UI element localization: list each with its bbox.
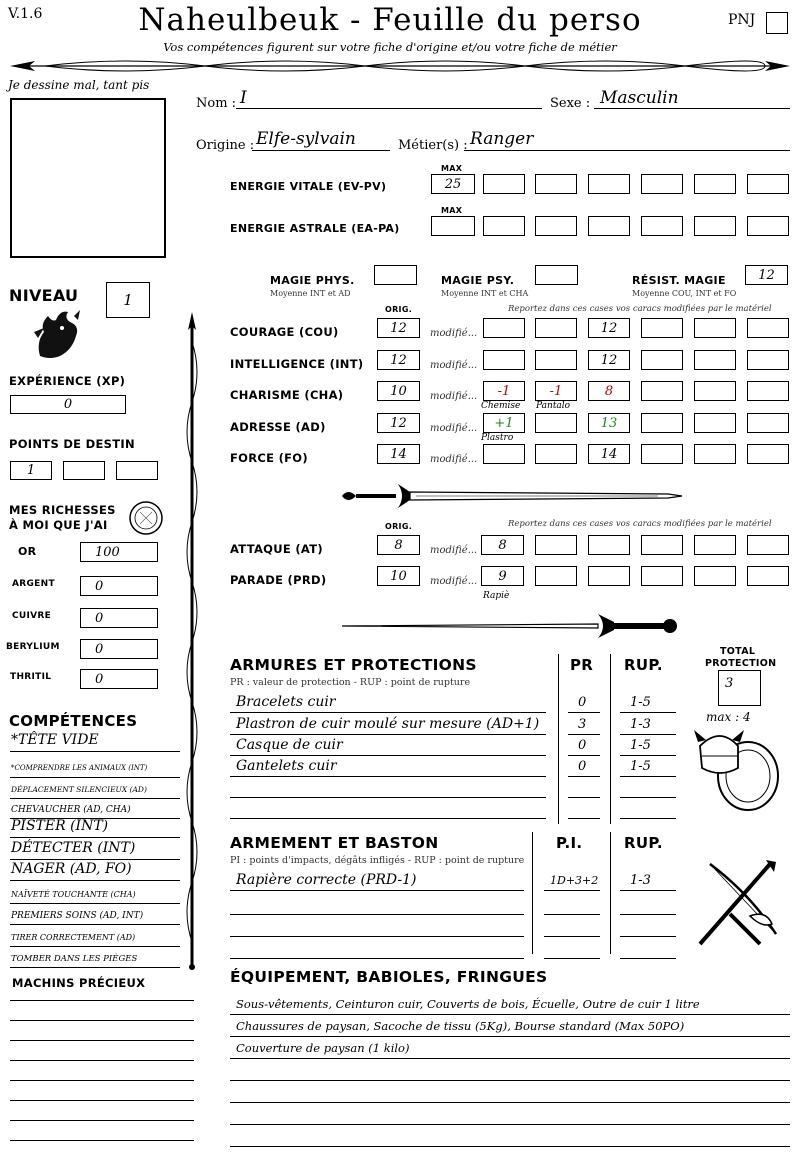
carac-modif-label: modifié... xyxy=(430,360,478,371)
berylium-value[interactable]: 0 xyxy=(80,639,158,659)
ev-max-label: MAX xyxy=(441,164,463,173)
competence-item[interactable]: TIRER CORRECTEMENT (AD) xyxy=(11,933,136,942)
competence-line xyxy=(10,837,180,838)
machins-line xyxy=(10,1000,194,1001)
carac-mod-2[interactable] xyxy=(535,444,577,464)
version-label: V.1.6 xyxy=(8,6,43,22)
carac-mod-4[interactable] xyxy=(641,444,683,464)
niveau-value[interactable]: 1 xyxy=(106,282,150,318)
parade-box-6[interactable] xyxy=(747,566,789,586)
carac-mod-2[interactable] xyxy=(535,350,577,370)
armures-title: ARMURES ET PROTECTIONS xyxy=(230,656,477,674)
carac-mod-5[interactable] xyxy=(694,350,736,370)
carac-orig[interactable]: 12 xyxy=(377,413,420,433)
sexe-label: Sexe : xyxy=(550,96,591,111)
armures-col-divider-1 xyxy=(558,654,559,824)
portrait-box[interactable] xyxy=(10,98,166,258)
ea-max-label: MAX xyxy=(441,206,463,215)
armure-rup-line xyxy=(620,712,676,713)
arme-rup-line xyxy=(620,936,676,937)
competence-item[interactable]: DÉPLACEMENT SILENCIEUX (AD) xyxy=(11,785,147,794)
equipement-line xyxy=(230,1058,790,1059)
carac-mod-note: Pantalo xyxy=(536,401,571,411)
niveau-label: NIVEAU xyxy=(9,286,79,305)
equipement-item[interactable]: Sous-vêtements, Ceinturon cuir, Couverts de bois, Écuelle, Outre de cuir 1 litre xyxy=(236,997,700,1011)
equipement-line xyxy=(230,1146,790,1147)
carac-mod-6[interactable] xyxy=(747,413,789,433)
sword-icon xyxy=(338,478,684,514)
competence-item[interactable]: PISTER (INT) xyxy=(11,818,109,834)
origine-line xyxy=(252,150,390,151)
carac-mod-1[interactable] xyxy=(483,444,525,464)
carac-mod-6[interactable] xyxy=(747,444,789,464)
nom-value[interactable]: I xyxy=(240,88,247,108)
carac-label: COURAGE (COU) xyxy=(230,325,339,339)
carac-mod-4[interactable] xyxy=(641,381,683,401)
ev-label: ENERGIE VITALE (EV-PV) xyxy=(230,180,387,193)
resist-magie-sub: Moyenne COU, INT et FO xyxy=(632,289,737,298)
berylium-label: BERYLIUM xyxy=(6,642,60,652)
carac-label: INTELLIGENCE (INT) xyxy=(230,357,364,371)
carac-mod-6[interactable] xyxy=(747,350,789,370)
armures-subtitle: PR : valeur de protection - RUP : point de rupture xyxy=(230,677,471,688)
armure-name-line xyxy=(230,734,546,735)
attaque-box-2[interactable] xyxy=(535,535,577,555)
armement-title: ARMEMENT ET BASTON xyxy=(230,834,439,852)
parade-orig[interactable]: 10 xyxy=(377,566,420,586)
ea-box-6[interactable] xyxy=(747,216,789,236)
metier-value[interactable]: Ranger xyxy=(470,129,534,149)
machins-line xyxy=(10,1100,194,1101)
armure-rup[interactable]: 1-5 xyxy=(630,738,651,753)
armure-pr[interactable]: 0 xyxy=(578,695,587,710)
machins-title: MACHINS PRÉCIEUX xyxy=(12,976,146,990)
parade-box-5[interactable] xyxy=(694,566,736,586)
carac-orig[interactable]: 12 xyxy=(377,350,420,370)
armure-name[interactable]: Plastron de cuir moulé sur mesure (AD+1) xyxy=(236,716,540,732)
carac-modif-label: modifié... xyxy=(430,423,478,434)
origine-label: Origine : xyxy=(196,138,255,153)
equipement-line xyxy=(230,1014,790,1015)
magie-phys-value[interactable] xyxy=(374,265,417,285)
total-protection-label-2: PROTECTION xyxy=(705,658,777,669)
caracs-orig-label: ORIG. xyxy=(385,305,413,314)
armement-col-divider-1 xyxy=(532,832,533,954)
machins-line xyxy=(10,1080,194,1081)
destin-box-3[interactable] xyxy=(116,461,158,480)
carac-mod-1[interactable]: +1 xyxy=(483,413,525,433)
ev-box-2[interactable] xyxy=(535,174,577,194)
ev-box-6[interactable] xyxy=(747,174,789,194)
armement-col-divider-2 xyxy=(610,832,611,954)
arme-pi-line xyxy=(544,890,600,891)
competence-line xyxy=(10,946,180,947)
page-subtitle: Vos compétences figurent sur votre fiche d'origine et/ou votre fiche de métier xyxy=(163,40,617,54)
ea-box-4[interactable] xyxy=(641,216,683,236)
cuivre-label: CUIVRE xyxy=(12,611,52,621)
machins-line xyxy=(10,1140,194,1141)
staff-icon xyxy=(180,312,204,972)
competence-line xyxy=(10,880,180,881)
ev-max-value[interactable]: 25 xyxy=(431,174,475,194)
carac-label: CHARISME (CHA) xyxy=(230,388,344,402)
attaque-mod[interactable]: 8 xyxy=(481,535,524,555)
armure-rup[interactable]: 1-5 xyxy=(630,759,651,774)
competence-item[interactable]: TOMBER DANS LES PIÈGES xyxy=(11,954,138,964)
arme-name-line xyxy=(230,958,524,959)
ea-box-2[interactable] xyxy=(535,216,577,236)
armure-name-line xyxy=(230,712,546,713)
equipement-line xyxy=(230,1124,790,1125)
resist-magie-label: RÉSIST. MAGIE xyxy=(632,274,726,287)
argent-value[interactable]: 0 xyxy=(80,576,158,596)
armure-name-line xyxy=(230,818,546,819)
armement-col-pi: P.I. xyxy=(556,834,583,852)
armure-pr[interactable]: 0 xyxy=(578,738,587,753)
competence-item[interactable]: *COMPRENDRE LES ANIMAUX (INT) xyxy=(11,764,148,772)
carac-mod-1[interactable]: -1 xyxy=(483,381,525,401)
sexe-line xyxy=(594,108,790,109)
competence-line xyxy=(10,859,180,860)
competence-item[interactable]: DÉTECTER (INT) xyxy=(11,840,136,856)
equipement-line xyxy=(230,1102,790,1103)
parade-box-2[interactable] xyxy=(535,566,577,586)
ev-box-3[interactable] xyxy=(588,174,630,194)
ea-label: ENERGIE ASTRALE (EA-PA) xyxy=(230,222,400,235)
parade-modif-label: modifié... xyxy=(430,576,478,587)
competence-item[interactable]: NAÏVETÉ TOUCHANTE (CHA) xyxy=(11,890,136,899)
attaque-box-3[interactable] xyxy=(588,535,630,555)
armure-pr-line xyxy=(568,755,600,756)
arme-name-line xyxy=(230,890,524,891)
arme-pi-line xyxy=(544,914,600,915)
carac-label: FORCE (FO) xyxy=(230,451,308,465)
carac-mod-note: Plastro xyxy=(481,433,514,443)
total-protection-max: max : 4 xyxy=(706,710,751,724)
pnj-checkbox[interactable] xyxy=(766,12,788,34)
attaque-label: ATTAQUE (AT) xyxy=(230,542,323,556)
arme-rup[interactable]: 1-3 xyxy=(630,873,651,888)
helmet-shield-icon xyxy=(694,726,784,816)
carac-mod-4[interactable] xyxy=(641,318,683,338)
spear-divider-icon xyxy=(5,54,795,78)
armure-name-line xyxy=(230,776,546,777)
attaque-box-5[interactable] xyxy=(694,535,736,555)
weapons-icon xyxy=(690,854,786,950)
combat-note: Reportez dans ces cases vos caracs modifiées par le matériel xyxy=(508,519,772,529)
armure-rup-line xyxy=(620,797,676,798)
xp-label: EXPÉRIENCE (XP) xyxy=(9,374,126,388)
page-title: Naheulbeuk - Feuille du perso xyxy=(138,2,642,38)
attaque-box-4[interactable] xyxy=(641,535,683,555)
carac-modif-label: modifié... xyxy=(430,391,478,402)
destin-label: POINTS DE DESTIN xyxy=(9,437,135,451)
carac-mod-5[interactable] xyxy=(694,413,736,433)
richesses-label-1: MES RICHESSES xyxy=(9,503,116,517)
pnj-label: PNJ xyxy=(728,12,756,28)
thritil-value[interactable]: 0 xyxy=(80,669,158,689)
arme-pi-line xyxy=(544,958,600,959)
carac-mod-note: Chemise xyxy=(481,401,521,411)
armure-rup-line xyxy=(620,776,676,777)
metier-label: Métier(s) : xyxy=(398,138,468,153)
cuivre-value[interactable]: 0 xyxy=(80,608,158,628)
destin-value[interactable]: 1 xyxy=(10,461,52,480)
magie-phys-label: MAGIE PHYS. xyxy=(270,274,355,287)
carac-mod-5[interactable] xyxy=(694,381,736,401)
ev-box-5[interactable] xyxy=(694,174,736,194)
armure-pr[interactable]: 0 xyxy=(578,759,587,774)
argent-label: ARGENT xyxy=(12,579,55,589)
arme-pi-line xyxy=(544,936,600,937)
armure-name[interactable]: Bracelets cuir xyxy=(236,694,336,710)
ea-box-3[interactable] xyxy=(588,216,630,236)
carac-mod-1[interactable] xyxy=(483,350,525,370)
arme-name[interactable]: Rapière correcte (PRD-1) xyxy=(236,872,417,888)
combat-orig-label: ORIG. xyxy=(385,522,413,531)
equipement-title: ÉQUIPEMENT, BABIOLES, FRINGUES xyxy=(230,968,548,986)
ea-box-1[interactable] xyxy=(483,216,525,236)
machins-line xyxy=(10,1120,194,1121)
armure-pr-line xyxy=(568,776,600,777)
portrait-caption: Je dessine mal, tant pis xyxy=(8,78,150,92)
machins-line xyxy=(10,1040,194,1041)
dragon-icon xyxy=(30,306,84,362)
attaque-orig[interactable]: 8 xyxy=(377,535,420,555)
armement-col-rup: RUP. xyxy=(624,834,663,852)
attaque-box-6[interactable] xyxy=(747,535,789,555)
armures-col-divider-2 xyxy=(610,654,611,824)
carac-mod-2[interactable] xyxy=(535,413,577,433)
armure-pr-line xyxy=(568,712,600,713)
coin-icon xyxy=(128,500,164,536)
carac-mod-5[interactable] xyxy=(694,444,736,464)
nom-line xyxy=(236,108,542,109)
caracs-note: Reportez dans ces cases vos caracs modifiées par le matériel xyxy=(508,304,772,314)
carac-orig[interactable]: 12 xyxy=(377,318,420,338)
parade-mod[interactable]: 9 xyxy=(481,566,524,586)
arme-name-line xyxy=(230,936,524,937)
armement-subtitle: PI : points d'impacts, dégâts infligés - RUP : point de rupture xyxy=(230,855,525,866)
total-protection-value[interactable]: 3 xyxy=(718,670,761,706)
nom-label: Nom : xyxy=(196,96,237,111)
sexe-value[interactable]: Masculin xyxy=(600,88,679,108)
carac-mod-2[interactable]: -1 xyxy=(535,381,577,401)
parade-box-4[interactable] xyxy=(641,566,683,586)
competence-line xyxy=(10,967,180,968)
equipement-line xyxy=(230,1036,790,1037)
ev-box-1[interactable] xyxy=(483,174,525,194)
ev-box-4[interactable] xyxy=(641,174,683,194)
carac-orig[interactable]: 14 xyxy=(377,444,420,464)
competence-line xyxy=(10,777,180,778)
competence-line xyxy=(10,903,180,904)
rapier-icon xyxy=(338,608,684,644)
competence-item[interactable]: CHEVAUCHER (AD, CHA) xyxy=(11,805,131,815)
thritil-label: THRITIL xyxy=(10,672,52,682)
magie-psy-sub: Moyenne INT et CHA xyxy=(441,289,529,298)
attaque-modif-label: modifié... xyxy=(430,545,478,556)
carac-mod-3[interactable]: 12 xyxy=(588,318,630,338)
or-label: OR xyxy=(18,545,37,558)
armure-rup-line xyxy=(620,734,676,735)
magie-psy-label: MAGIE PSY. xyxy=(441,274,515,287)
competence-item[interactable]: *TÊTE VIDE xyxy=(11,732,99,748)
carac-mod-6[interactable] xyxy=(747,318,789,338)
carac-orig[interactable]: 10 xyxy=(377,381,420,401)
carac-modif-label: modifié... xyxy=(430,454,478,465)
armures-col-rup: RUP. xyxy=(624,656,663,674)
carac-mod-3[interactable]: 8 xyxy=(588,381,630,401)
or-value[interactable]: 100 xyxy=(80,542,158,562)
equipement-item[interactable]: Chaussures de paysan, Sacoche de tissu (5Kg), Bourse standard (Max 50PO) xyxy=(236,1019,685,1033)
armure-pr-line xyxy=(568,797,600,798)
destin-box-2[interactable] xyxy=(63,461,105,480)
arme-name-line xyxy=(230,914,524,915)
arme-rup-line xyxy=(620,914,676,915)
armure-name-line xyxy=(230,797,546,798)
ea-box-5[interactable] xyxy=(694,216,736,236)
carac-mod-3[interactable]: 12 xyxy=(588,350,630,370)
equipement-line xyxy=(230,1080,790,1081)
richesses-label-2: À MOI QUE J'AI xyxy=(9,518,108,532)
armure-name[interactable]: Casque de cuir xyxy=(236,737,343,753)
competence-item[interactable]: NAGER (AD, FO) xyxy=(11,861,132,877)
armure-pr-line xyxy=(568,734,600,735)
armure-name-line xyxy=(230,755,546,756)
carac-mod-6[interactable] xyxy=(747,381,789,401)
competences-title: COMPÉTENCES xyxy=(9,712,138,730)
carac-mod-2[interactable] xyxy=(535,318,577,338)
armure-pr-line xyxy=(568,818,600,819)
armure-rup[interactable]: 1-5 xyxy=(630,695,651,710)
carac-mod-3[interactable]: 14 xyxy=(588,444,630,464)
total-protection-label-1: TOTAL xyxy=(720,646,756,657)
parade-label: PARADE (PRD) xyxy=(230,573,327,587)
xp-value[interactable]: 0 xyxy=(10,395,126,414)
competence-item[interactable]: PREMIERS SOINS (AD, INT) xyxy=(11,911,144,921)
machins-line xyxy=(10,1060,194,1061)
arme-rup-line xyxy=(620,958,676,959)
resist-magie-value[interactable]: 12 xyxy=(745,265,788,285)
carac-mod-5[interactable] xyxy=(694,318,736,338)
carac-mod-1[interactable] xyxy=(483,318,525,338)
metier-line xyxy=(464,150,790,151)
magie-phys-sub: Moyenne INT et AD xyxy=(270,289,351,298)
parade-mod-note: Rapiè xyxy=(483,591,510,601)
competence-line xyxy=(10,798,180,799)
armure-rup-line xyxy=(620,818,676,819)
armure-rup-line xyxy=(620,755,676,756)
carac-mod-4[interactable] xyxy=(641,413,683,433)
competence-line xyxy=(10,924,180,925)
arme-rup-line xyxy=(620,890,676,891)
carac-label: ADRESSE (AD) xyxy=(230,420,326,434)
magie-psy-value[interactable] xyxy=(535,265,578,285)
armure-rup[interactable]: 1-3 xyxy=(630,717,651,732)
carac-mod-3[interactable]: 13 xyxy=(588,413,630,433)
machins-line xyxy=(10,1020,194,1021)
competence-line xyxy=(10,751,180,752)
armure-name[interactable]: Gantelets cuir xyxy=(236,758,337,774)
armures-col-pr: PR xyxy=(570,656,594,674)
parade-box-3[interactable] xyxy=(588,566,630,586)
arme-pi[interactable]: 1D+3+2 xyxy=(550,874,599,887)
ea-max-value[interactable] xyxy=(431,216,475,236)
carac-modif-label: modifié... xyxy=(430,328,478,339)
equipement-item[interactable]: Couverture de paysan (1 kilo) xyxy=(236,1041,410,1055)
armure-pr[interactable]: 3 xyxy=(578,717,587,732)
carac-mod-4[interactable] xyxy=(641,350,683,370)
origine-value[interactable]: Elfe-sylvain xyxy=(256,129,356,149)
